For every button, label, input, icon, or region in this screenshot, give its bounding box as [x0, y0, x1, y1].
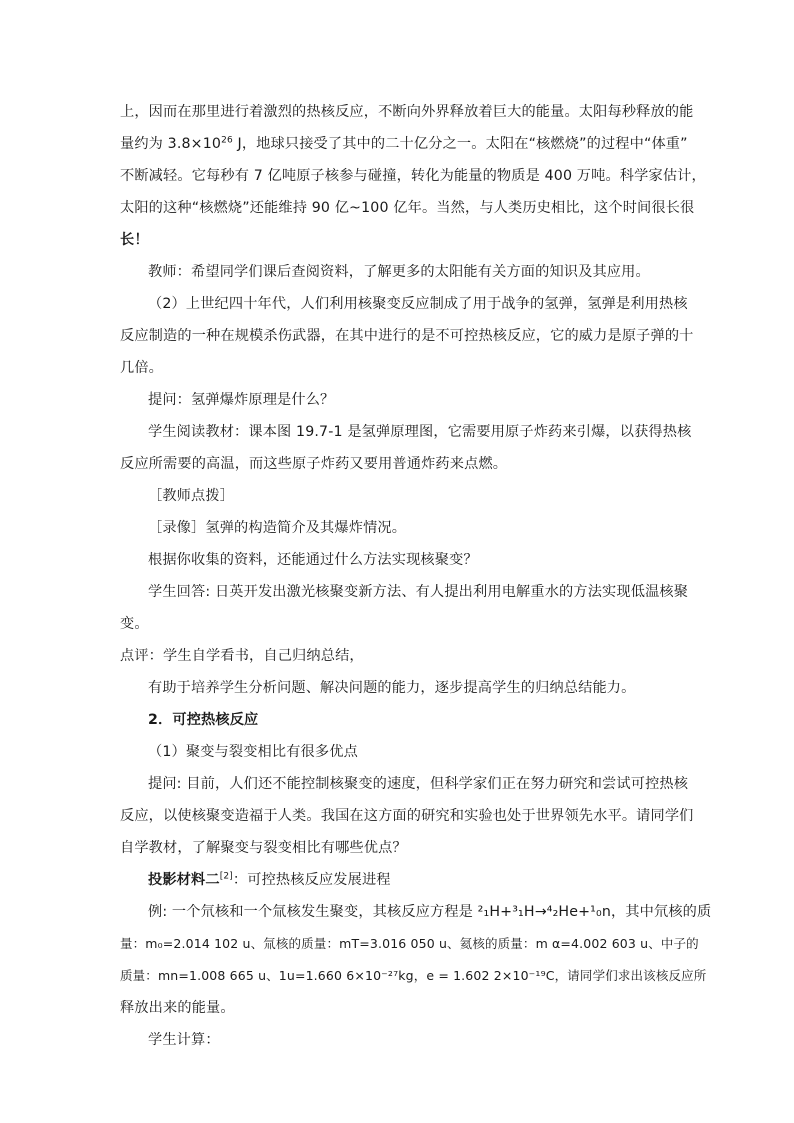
paragraph-line: 几倍。 — [120, 360, 164, 376]
paragraph-line: ［教师点拨］ — [148, 488, 235, 504]
paragraph-line: 例: 一个氘核和一个氚核发生聚变，其核反应方程是 ²₁H+³₁H→⁴₂He+¹₀n，其中氘核的质 — [148, 904, 712, 920]
paragraph-line: （2）上世纪四十年代，人们利用核聚变反应制成了用于战争的氢弹，氢弹是利用热核 — [148, 296, 688, 312]
paragraph-line: 释放出来的能量。 — [120, 1000, 235, 1016]
paragraph-line: 太阳的这种“核燃烧”还能维持 90 亿~100 亿年。当然，与人类历史相比，这个时间很长很 — [120, 200, 695, 216]
paragraph-line: 点评：学生自学看书，自己归纳总结， — [120, 648, 364, 664]
paragraph-line: 不断减轻。它每秒有 7 亿吨原子核参与碰撞，转化为能量的物质是 400 万吨。科学家估计， — [120, 168, 706, 184]
subsection-heading: （1）聚变与裂变相比有很多优点 — [148, 744, 358, 760]
paragraph-line: 长！ — [120, 232, 149, 248]
paragraph-line: ［录像］氢弹的构造简介及其爆炸情况。 — [148, 520, 407, 536]
projection-heading — [148, 870, 680, 890]
text-run: 投影材料二 — [148, 872, 220, 888]
paragraph-line: 学生回答: 日英开发出激光核聚变新方法、有人提出利用电解重水的方法实现低温核聚 — [148, 584, 689, 600]
paragraph-line: 上，因而在那里进行着激烈的热核反应，不断向外界释放着巨大的能量。太阳每秒释放的能 — [120, 104, 694, 120]
paragraph-line: 提问: 目前，人们还不能控制核聚变的速度，但科学家们正在努力研究和尝试可控热核 — [148, 776, 689, 792]
paragraph-line: 反应，以使核聚变造福于人类。我国在这方面的研究和实验也处于世界领先水平。请同学们 — [120, 808, 694, 824]
paragraph-line: 学生计算： — [148, 1032, 220, 1048]
paragraph-line: 质量：mn=1.008 665 u、1u=1.660 6×10⁻²⁷kg，e = 1.602 2×10⁻¹⁹C，请同学们求出该核反应所 — [120, 968, 707, 983]
text-run: J，地球只接受了其中的二十亿分之一。太阳在“核燃烧”的过程中“体重” — [232, 136, 688, 152]
paragraph-line — [120, 134, 688, 154]
text-run: 量约为 3.8×10 — [120, 136, 222, 152]
paragraph-line: 反应所需要的高温，而这些原子炸药又要用普通炸药来点燃。 — [120, 456, 508, 472]
paragraph-line: 根据你收集的资料，还能通过什么方法实现核聚变？ — [148, 552, 478, 568]
paragraph-line: 反应制造的一种在规模杀伤武器，在其中进行的是不可控热核反应，它的威力是原子弹的十 — [120, 328, 694, 344]
paragraph-line: 教师：希望同学们课后查阅资料，了解更多的太阳能有关方面的知识及其应用。 — [148, 264, 650, 280]
paragraph-line: 自学教材，了解聚变与裂变相比有哪些优点？ — [120, 840, 407, 856]
paragraph-line: 量：m₀=2.014 102 u、氚核的质量：mT=3.016 050 u、氦核的质量：m α=4.002 603 u、中子的 — [120, 936, 699, 951]
paragraph-line: 有助于培养学生分析问题、解决问题的能力，逐步提高学生的归纳总结能力。 — [148, 680, 636, 696]
superscript: 26 — [221, 135, 233, 146]
superscript: [2] — [219, 871, 233, 882]
question-line: 提问：氢弹爆炸原理是什么？ — [148, 392, 335, 408]
paragraph-line: 学生阅读教材：课本图 19.7-1 是氢弹原理图，它需要用原子炸药来引爆，以获得热核 — [148, 424, 692, 440]
section-heading: 2．可控热核反应 — [148, 712, 259, 728]
text-run: ：可控热核反应发展进程 — [232, 872, 391, 888]
paragraph-line: 变。 — [120, 616, 149, 632]
